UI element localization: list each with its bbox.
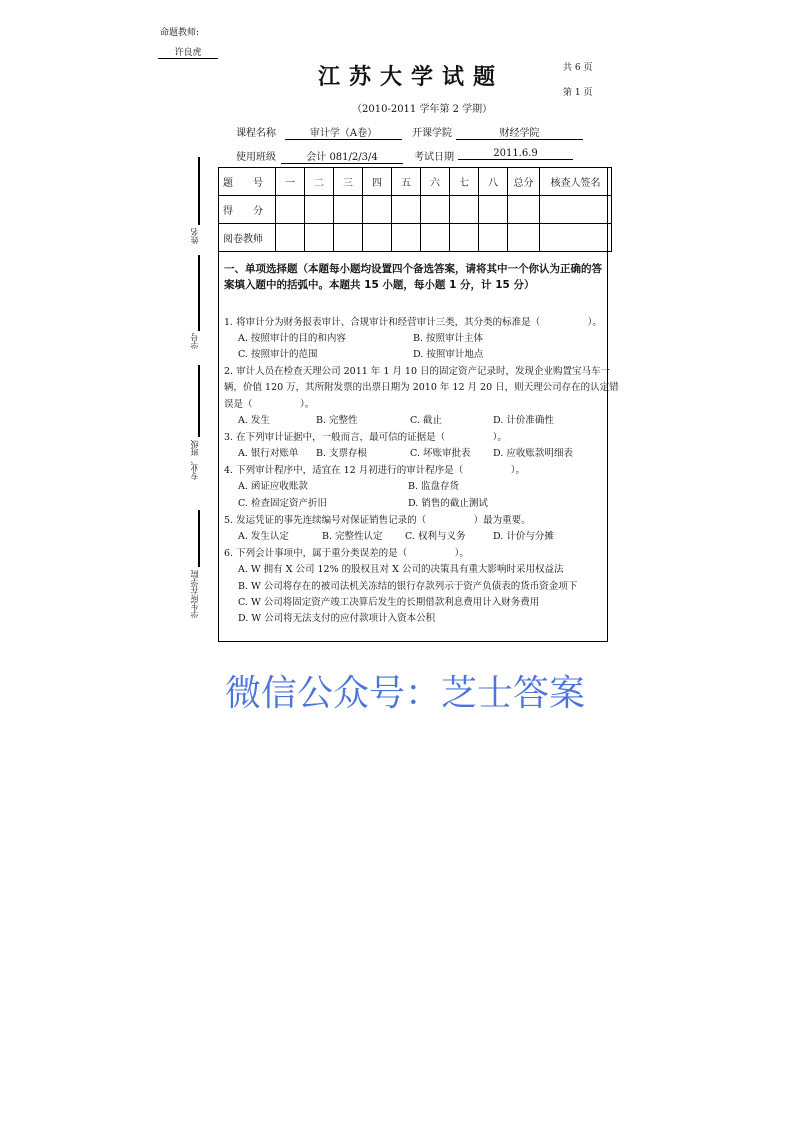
class-value: 会计 081/2/3/4 (281, 148, 403, 164)
option: A. 银行对账单 (238, 448, 299, 459)
score-cell[interactable] (276, 196, 305, 224)
score-cell[interactable] (363, 196, 392, 224)
binding-line (198, 255, 200, 331)
side-label-name: 姓名 (190, 228, 199, 244)
option: B. 完整性 (316, 415, 358, 426)
class-label: 使用班级 (236, 152, 276, 163)
option: C. 坏账审批表 (410, 448, 471, 459)
binding-line (198, 157, 200, 225)
table-header-cell: 题 号 (219, 168, 276, 196)
side-label-college: 学生所在学院 (190, 570, 199, 618)
score-cell[interactable] (305, 196, 334, 224)
question-5-stem: 5. 发运凭证的事先连续编号对保证销售记录的（ ）最为重要。 (224, 515, 531, 526)
option: C. 检查固定资产折旧 (238, 498, 327, 509)
grader-cell[interactable] (421, 224, 450, 252)
grader-cell[interactable] (334, 224, 363, 252)
side-label-student-id: 学号 (190, 333, 199, 349)
table-header-cell: 八 (479, 168, 508, 196)
page-number: 第 1 页 (563, 88, 593, 98)
row-label-score: 得 分 (219, 196, 276, 224)
option: C. W 公司将固定资产竣工决算后发生的长期借款利息费用计入财务费用 (238, 597, 540, 608)
score-table (218, 167, 612, 252)
option: D. 计价与分摊 (493, 531, 554, 542)
table-header-cell: 三 (334, 168, 363, 196)
table-header-cell: 核查人签名 (540, 168, 612, 196)
row-label-grader: 阅卷教师 (219, 224, 276, 252)
table-header-cell: 二 (305, 168, 334, 196)
proposer-name: 许良虎 (158, 45, 218, 59)
option: A. 发生 (238, 415, 270, 426)
grader-cell[interactable] (508, 224, 540, 252)
college-label: 开课学院 (412, 128, 452, 139)
table-header-cell: 总分 (508, 168, 540, 196)
binding-line (198, 510, 200, 567)
college-value: 财经学院 (456, 124, 583, 140)
question-6-stem: 6. 下列会计事项中，属于重分类误差的是（ ）。 (224, 548, 469, 559)
page-title: 江苏大学试题 (318, 65, 505, 90)
option: A. 发生认定 (238, 531, 289, 542)
option: B. 完整性认定 (322, 531, 383, 542)
table-header-cell: 五 (392, 168, 421, 196)
table-row (219, 168, 612, 196)
score-cell[interactable] (392, 196, 421, 224)
score-cell[interactable] (540, 196, 612, 224)
total-pages: 共 6 页 (563, 63, 593, 73)
table-row (219, 196, 612, 224)
question-2-stem: 2. 审计人员在检查天理公司 2011 年 1 月 10 日的固定资产记录时，发现企业购置宝马车一 (224, 366, 611, 377)
table-header-cell: 七 (450, 168, 479, 196)
option: A. 按照审计的目的和内容 (238, 333, 346, 344)
course-value: 审计学（A卷） (285, 124, 402, 140)
score-cell[interactable] (450, 196, 479, 224)
score-cell[interactable] (508, 196, 540, 224)
proposer-label: 命题教师: (160, 28, 200, 38)
date-label: 考试日期 (414, 152, 454, 163)
section-title: 一、单项选择题（本题每小题均设置四个备选答案，请将其中一个你认为正确的答案填入题中的括弧中。本题共 15 小题，每小题 1 分，计 15 分） (224, 263, 602, 291)
grader-cell[interactable] (305, 224, 334, 252)
grader-cell[interactable] (276, 224, 305, 252)
table-header-cell: 六 (421, 168, 450, 196)
grader-cell[interactable] (392, 224, 421, 252)
table-header-cell: 四 (363, 168, 392, 196)
grader-cell[interactable] (450, 224, 479, 252)
grader-cell[interactable] (479, 224, 508, 252)
question-1-stem: 1. 将审计分为财务报表审计、合规审计和经营审计三类，其分类的标准是（ ）。 (224, 317, 602, 328)
score-cell[interactable] (421, 196, 450, 224)
question-2-stem: 辆，价值 120 万，其所附发票的出票日期为 2010 年 12 月 20 日，则天理公司存在的认定错 (224, 382, 619, 393)
table-row (219, 224, 612, 252)
question-2-stem: 误是（ ）。 (224, 399, 315, 410)
option: D. 销售的截止测试 (408, 498, 488, 509)
option: B. 按照审计主体 (413, 333, 484, 344)
option: B. 监盘存货 (408, 481, 460, 492)
question-4-stem: 4. 下列审计程序中，适宜在 12 月初进行的审计程序是（ ）。 (224, 465, 525, 476)
option: C. 权利与义务 (405, 531, 466, 542)
side-label-major-class: 专业、班级 (190, 440, 199, 480)
course-label: 课程名称 (236, 128, 276, 139)
option: D. 应收账款明细表 (493, 448, 573, 459)
table-header-cell: 一 (276, 168, 305, 196)
option: A. W 拥有 X 公司 12% 的股权且对 X 公司的决策具有重大影响时采用权益法 (238, 564, 564, 575)
option: C. 截止 (410, 415, 442, 426)
option: B. 支票存根 (316, 448, 368, 459)
score-cell[interactable] (334, 196, 363, 224)
grader-cell[interactable] (540, 224, 612, 252)
date-value: 2011.6.9 (458, 148, 573, 160)
option: D. W 公司将无法支付的应付款项计入资本公积 (238, 613, 436, 624)
option: B. W 公司将存在的被司法机关冻结的银行存款列示于资产负债表的货币资金项下 (238, 581, 578, 592)
option: A. 函证应收账款 (238, 481, 308, 492)
watermark-text: 微信公众号：芝士答案 (225, 673, 586, 714)
option: D. 按照审计地点 (413, 349, 484, 360)
grader-cell[interactable] (363, 224, 392, 252)
option: C. 按照审计的范围 (238, 349, 318, 360)
score-cell[interactable] (479, 196, 508, 224)
term: （2010-2011 学年第 2 学期） (352, 104, 493, 115)
option: D. 计价准确性 (493, 415, 554, 426)
binding-line (198, 365, 200, 437)
question-3-stem: 3. 在下列审计证据中，一般而言，最可信的证据是（ ）。 (224, 432, 507, 443)
